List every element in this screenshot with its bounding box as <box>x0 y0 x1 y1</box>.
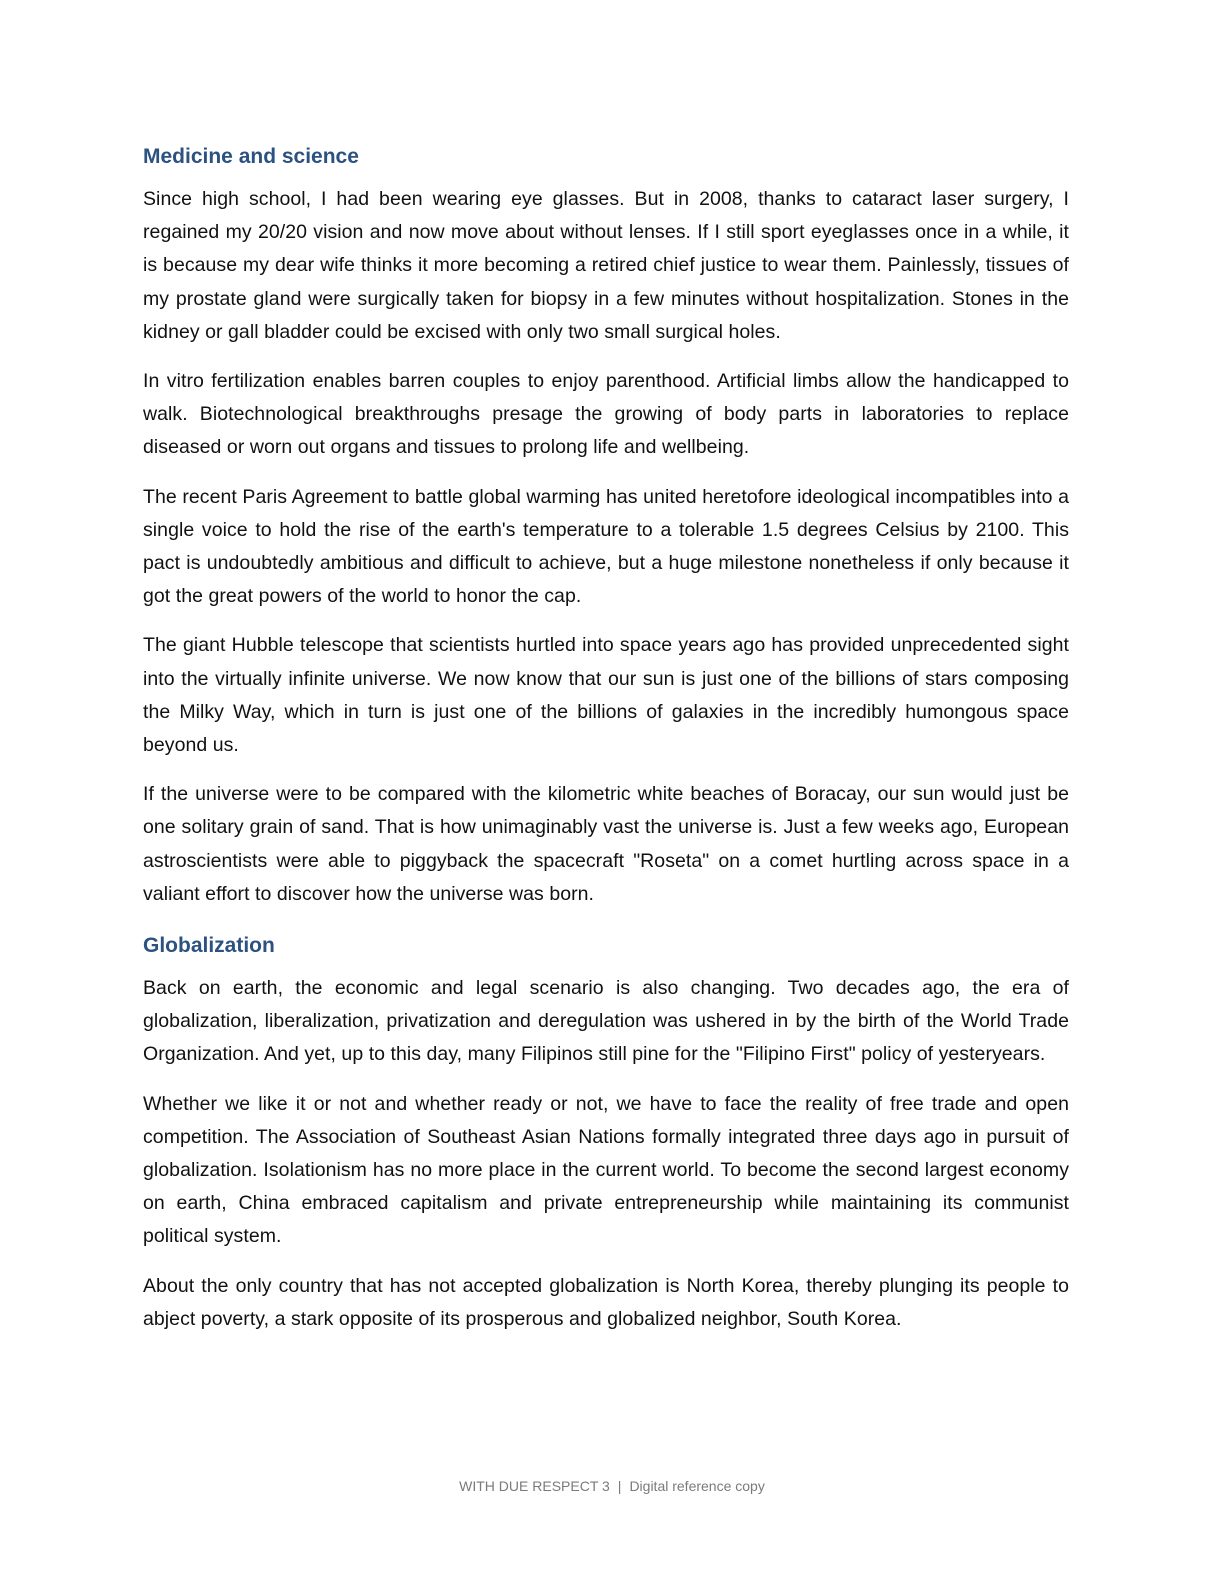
section-heading-medicine-science: Medicine and science <box>143 145 359 168</box>
paragraph: Since high school, I had been wearing eye glasses. But in 2008, thanks to cataract laser surgery, I regained my 20/20 vision and now move about without lenses. If I still sport eyeglasses once in a while, it is because my dear wife thinks it more becoming a retired chief justice to wear them. Painlessly, tissues of my prostate gland were surgically taken for biopsy in a few minutes without hospitalization. Stones in the kidney or gall bladder could be excised with only two small surgical holes. <box>143 188 1069 343</box>
section-heading-globalization: Globalization <box>143 934 275 958</box>
paragraph: About the only country that has not accepted globalization is North Korea, thereby plunging its people to abject poverty, a stark opposite of its prosperous and globalized neighbor, South Korea. <box>143 1274 1069 1330</box>
paragraph: If the universe were to be compared with the kilometric white beaches of Boracay, our sun would just be one solitary grain of sand. That is how unimaginably vast the universe is. Just a few weeks ago, European astroscientists were able to piggyback the spacecraft "Roseta" on a comet hurtling across space in a valiant effort to discover how the universe was born. <box>143 783 1069 905</box>
document-page <box>143 140 1069 1352</box>
page-footer <box>0 1478 1224 1494</box>
paragraph: In vitro fertilization enables barren couples to enjoy parenthood. Artificial limbs allow the handicapped to walk. Biotechnological breakthroughs presage the growing of body parts in laboratories to replace diseased or worn out organs and tissues to prolong life and wellbeing. <box>143 370 1069 459</box>
paragraph: Whether we like it or not and whether ready or not, we have to face the reality of free trade and open competition. The Association of Southeast Asian Nations formally integrated three days ago in pursuit of globalization. Isolationism has no more place in the current world. To become the second largest economy on earth, China embraced capitalism and private entrepreneurship while maintaining its communist political system. <box>143 1092 1069 1248</box>
footer-separator: | <box>617 1478 622 1494</box>
footer-title: WITH DUE RESPECT 3 <box>459 1478 610 1494</box>
paragraph: The giant Hubble telescope that scientists hurtled into space years ago has provided unprecedented sight into the virtually infinite universe. We now know that our sun is just one of the billions of stars composing the Milky Way, which in turn is just one of the billions of galaxies in the incredibly humongous space beyond us. <box>143 634 1069 757</box>
footer-note: Digital reference copy <box>629 1478 765 1494</box>
paragraph: The recent Paris Agreement to battle global warming has united heretofore ideological incompatibles into a single voice to hold the rise of the earth's temperature to a tolerable 1.5 degrees Celsius by 2100. This pact is undoubtedly ambitious and difficult to achieve, but a huge milestone nonetheless if only because it got the great powers of the world to honor the cap. <box>143 485 1069 608</box>
paragraph: Back on earth, the economic and legal scenario is also changing. Two decades ago, the era of globalization, liberalization, privatization and deregulation was ushered in by the birth of the World Trade Organization. And yet, up to this day, many Filipinos still pine for the "Filipino First" policy of yesteryears. <box>143 977 1069 1066</box>
